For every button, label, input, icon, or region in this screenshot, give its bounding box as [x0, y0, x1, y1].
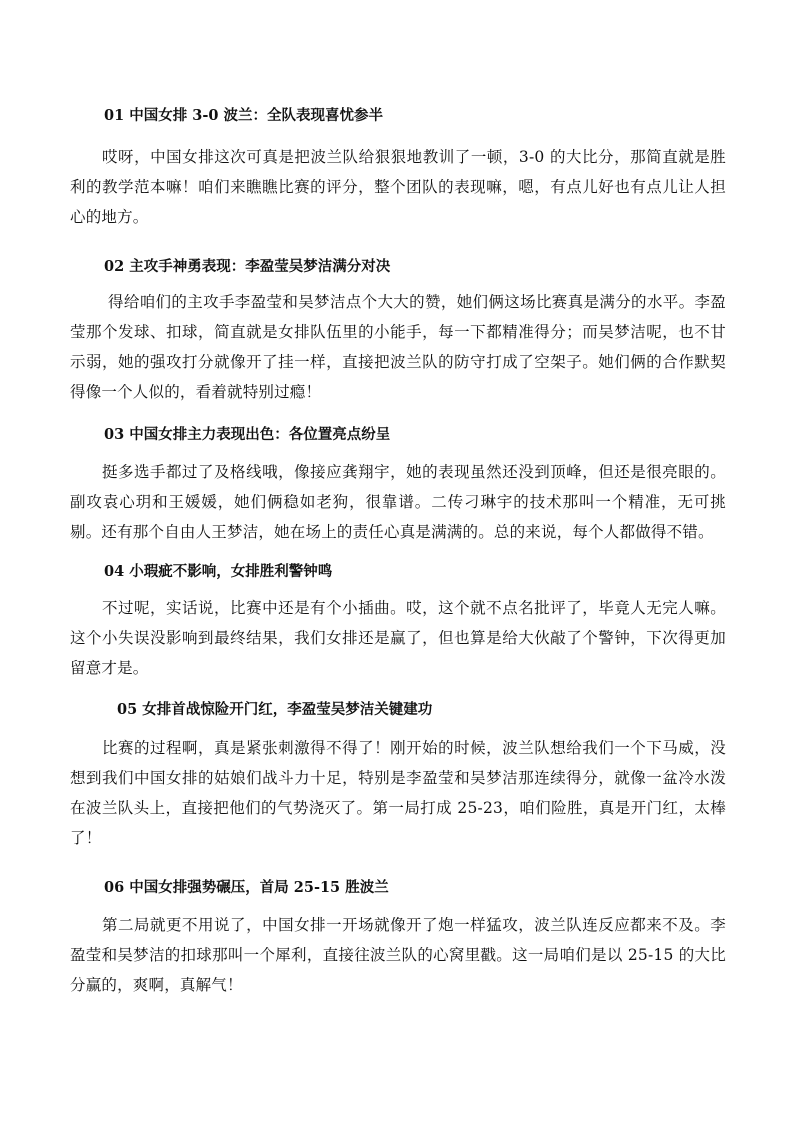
section-heading-5: 05 女排首战惊险开门红，李盈莹吴梦洁关键建功 — [117, 701, 433, 718]
section-body-5: 比赛的过程啊，真是紧张刺激得不得了！刚开始的时候，波兰队想给我们一个下马威，没想到我们中国女排的姑娘们战斗力十足，特别是李盈莹和吴梦洁那连续得分，就像一盆冷水泼在波兰队头上，直接把他们的气势浇灭了。第一局打成 25-23，咱们险胜，真是开门红，太棒了！ — [70, 739, 726, 847]
section-heading-1: 01 中国女排 3-0 波兰：全队表现喜忧参半 — [104, 107, 384, 124]
section-body-1: 哎呀，中国女排这次可真是把波兰队给狠狠地教训了一顿，3-0 的大比分，那简直就是胜利的教学范本嘛！咱们来瞧瞧比赛的评分，整个团队的表现嘛，嗯，有点儿好也有点儿让人担心的地方。 — [70, 148, 726, 226]
section-heading-6: 06 中国女排强势碾压，首局 25-15 胜波兰 — [104, 879, 389, 896]
section-heading-2: 02 主攻手神勇表现：李盈莹吴梦洁满分对决 — [104, 258, 391, 275]
section-heading-3: 03 中国女排主力表现出色：各位置亮点纷呈 — [104, 426, 391, 443]
section-body-6: 第二局就更不用说了，中国女排一开场就像开了炮一样猛攻，波兰队连反应都来不及。李盈莹和吴梦洁的扣球那叫一个犀利，直接往波兰队的心窝里戳。这一局咱们是以 25-15 的大比分赢的，爽啊，真解气！ — [70, 916, 726, 994]
section-body-3: 挺多选手都过了及格线哦，像接应龚翔宇，她的表现虽然还没到顶峰，但还是很亮眼的。副攻袁心玥和王媛媛，她们俩稳如老狗，很靠谱。二传刁琳宇的技术那叫一个精准，无可挑剔。还有那个自由人王梦洁，她在场上的责任心真是满满的。总的来说，每个人都做得不错。 — [70, 463, 726, 541]
section-body-2: 得给咱们的主攻手李盈莹和吴梦洁点个大大的赞，她们俩这场比赛真是满分的水平。李盈莹那个发球、扣球，简直就是女排队伍里的小能手，每一下都精准得分；而吴梦洁呢，也不甘示弱，她的强攻打分就像开了挂一样，直接把波兰队的防守打成了空架子。她们俩的合作默契得像一个人似的，看着就特别过瘾！ — [70, 293, 726, 401]
section-heading-4: 04 小瑕疵不影响，女排胜利警钟鸣 — [104, 563, 333, 580]
section-body-4: 不过呢，实话说，比赛中还是有个小插曲。哎，这个就不点名批评了，毕竟人无完人嘛。这个小失误没影响到最终结果，我们女排还是赢了，但也算是给大伙敲了个警钟，下次得更加留意才是。 — [70, 599, 726, 677]
